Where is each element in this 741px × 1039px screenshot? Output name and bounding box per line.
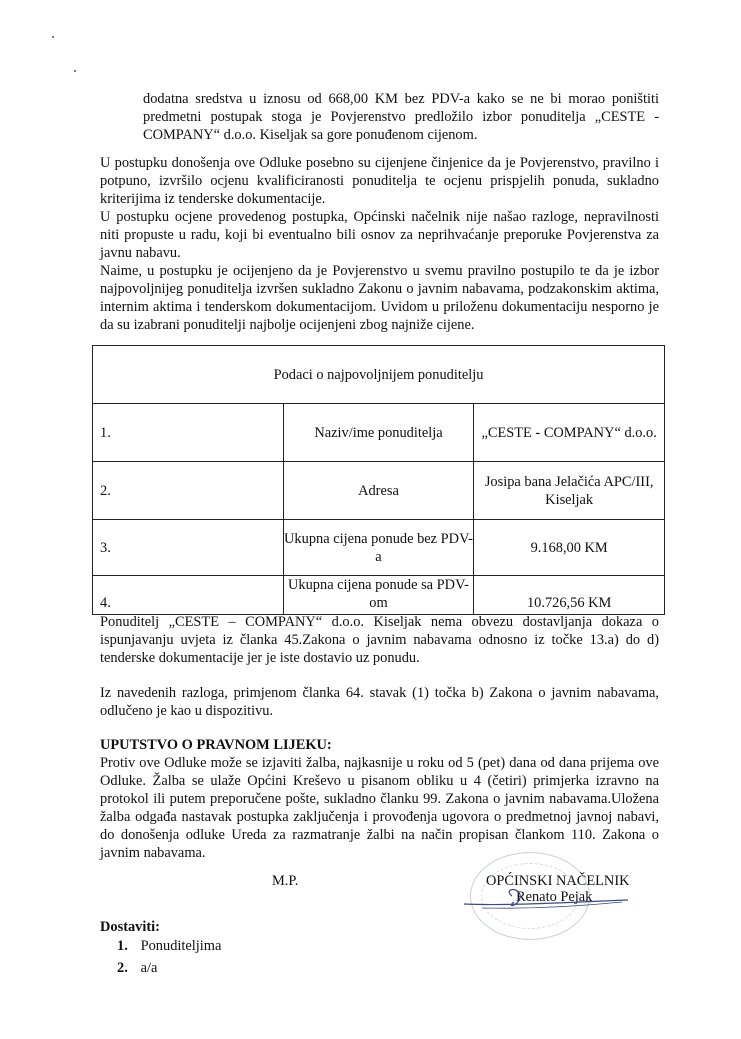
legal-remedy-heading: UPUTSTVO O PRAVNOM LIJEKU: — [100, 737, 332, 753]
paragraph-evaluation: U postupku ocjene provedenog postupka, Općinski načelnik nije našao razloge, nepravilnosti niti propuste u radu, koji bi eventualno bili osnov za neprihvaćanje preporuke Povjerenstva za javnu nabavu. — [100, 209, 659, 261]
list-item — [100, 937, 221, 959]
legal-remedy-text: Protiv ove Odluke može se izjaviti žalba, najkasnije u roku od 5 (pet) dana od dana prijema ove Odluke. Žalba se ulaže Općini Kreševo u pisanom obliku u 4 (četiri) primjerka izravno na protokol ili putem preporučene pošte, sukladno članku 99. Zakona o javnim nabavama.Uložena žalba odgađa nastavak postupka zaključenja i provođenja ugovora o predmetnoj javnoj nabavi, do donošenja odluke Ureda za razmatranje žalbi na način propisan člankom 110. Zakona o javnim nabavama. — [100, 755, 659, 861]
row-number: 4. — [93, 576, 284, 615]
scan-speck — [52, 36, 54, 38]
signature-image — [462, 882, 632, 922]
row-number: 2. — [93, 462, 284, 520]
paragraph-reasons: Iz navedenih razloga, primjenom članka 64. stavak (1) točka b) Zakona o javnim nabavama, odlučeno je kao u dispozitivu. — [100, 685, 659, 719]
list-item-text: a/a — [140, 960, 158, 976]
row-number: 3. — [93, 520, 284, 576]
list-item-text: Ponuditeljima — [140, 938, 222, 954]
paragraph-namely: Naime, u postupku je ocijenjeno da je Povjerenstvo u svemu pravilno postupilo te da je izbor najpovoljnijeg ponuditelja izvršen sukladno Zakonu o javnim nabavama, podzakonskim aktima, internim aktima i tenderskom dokumentacijom. Uvidom u priloženu dokumentaciju nesporno je da su izabrani ponuditelji najbolje ocijenjeni zbog najniže cijene. — [100, 263, 659, 333]
delivery-heading: Dostaviti: — [100, 919, 160, 935]
table-title: Podaci o najpovoljnijem ponuditelju — [93, 346, 665, 404]
paragraph-bidder: Ponuditelj „CESTE – COMPANY“ d.o.o. Kiseljak nema obvezu dostavljanja dokaza o ispunjavanju uvjeta iz članka 45.Zakona o javnim nabavama odnosno iz točke 13.a) do d) tenderske dokumentacije jer je iste dostavio uz ponudu. — [100, 614, 659, 666]
intro-continuation: dodatna sredstva u iznosu od 668,00 KM bez PDV-a kako se ne bi morao poništiti predmetni postupak stoga je Povjerenstvo predložilo izbor ponuditelja „CESTE - COMPANY“ d.o.o. Kiseljak sa gore ponuđenom cijenom. — [143, 91, 659, 143]
row-label: Ukupna cijena ponude bez PDV-a — [283, 520, 474, 576]
best-bidder-table — [92, 345, 665, 615]
list-item — [100, 959, 221, 981]
list-item-number: 1. — [117, 938, 128, 954]
list-item-number: 2. — [117, 960, 128, 976]
seal-label: M.P. — [272, 873, 299, 889]
row-value: „CESTE - COMPANY“ d.o.o. — [474, 404, 665, 462]
signatory-name: Renato Pejak — [516, 889, 593, 905]
table-row — [93, 576, 665, 615]
table-row — [93, 404, 665, 462]
scan-speck — [74, 70, 76, 72]
row-value: 9.168,00 KM — [474, 520, 665, 576]
row-label: Ukupna cijena ponude sa PDV-om — [283, 576, 474, 615]
table-row — [93, 462, 665, 520]
signatory-title: OPĆINSKI NAČELNIK — [486, 873, 630, 889]
row-label: Naziv/ime ponuditelja — [283, 404, 474, 462]
table-row — [93, 520, 665, 576]
paragraph-facts: U postupku donošenja ove Odluke posebno su cijenjene činjenice da je Povjerenstvo, pravilno i potpuno, izvršilo ocjenu kvalificiranosti ponuditelja te ocjenu prispjelih ponuda, sukladno kriterijima iz tenderske dokumentacije. — [100, 155, 659, 207]
row-value: 10.726,56 KM — [474, 576, 665, 615]
row-number: 1. — [93, 404, 284, 462]
row-label: Adresa — [283, 462, 474, 520]
delivery-list — [100, 937, 221, 981]
row-value: Josipa bana Jelačića APC/III, Kiseljak — [474, 462, 665, 520]
